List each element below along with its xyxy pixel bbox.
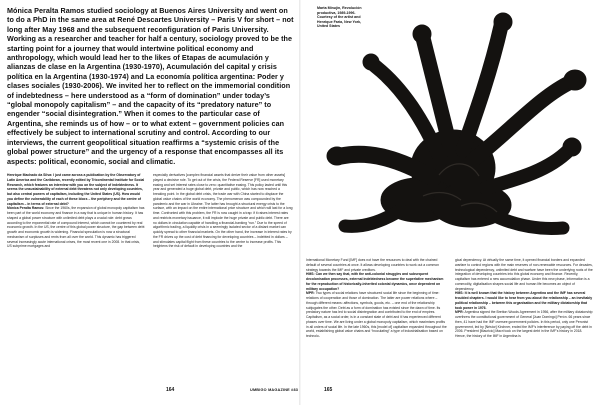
question-text: It is well known that the history between Argentina and the IMF has several troubled chapters. I would like to hear from you about the relationship – an inevitably political relationship – between this organisation and the military dictatorship that took power in 1976. bbox=[455, 291, 593, 310]
answer-text: Since the 1960s, the expansion of global monopoly capitalism has been part of the world economy and finance in a way that is unique in human history. It has shaped a global power structure with unlimited debt plays a crucial role: debt grows according to the exponential rate of compound interest, which cannot be countered by real economic growth. In the US, the centre of this global power structure, the gap between debt growth and economic growth is widening. Financial speculation is now a structural mechanism of surpluses and rents from all over the world. This dynamic has triggered several increasingly acute international crises, the most recent one in 2008. In that crisis, US subprime mortgages and bbox=[7, 206, 145, 249]
answer-continued: especially derivatives [complex financial assets that derive their value from other assets] played a decisive role. To get out of the crisis, the Federal Reserve [FR] used monetary easing and set interest rates close to zero: quantitative easing. This policy lasted until this year and generated a huge global debt, private and public, which has now reached a breaking point. In the global debt crisis, the trade war with China started to displace the global value chains of the world economy. The phenomenon was compounded by the pandemic and the war in Ukraine. The latter has brought a structural energy crisis to the surface, with an impact on the entire international price structure and which will last for a long time. Confronted with this problem, the FR is now caught in a trap: if it raises interest rates and restricts monetary issuance, it will implode the huge private and public debt. There are no dollars in circulation capable of handling a financial-banking “run.” Due to the speed of algorithmic trading, a liquidity crisis in a seemingly isolated sector of a distant market can quickly spread to other financial markets. On the other hand, the increase in interest rates by the FR drives up the cost of debt financing for developing countries – indebted in dollars – and stimulates capital flight from these countries to the centre to increase profits. This heightens the risk of default in developing countries and the bbox=[153, 173, 293, 249]
answer-continued: gical dependency. At virtually the same time, it opened financial borders and expanded warfare to control regions with the main reserves of non-renewable resources. For decades, technological dependency, unlimited debt and warfare have been the underlying roots of the integration of developing countries into this global economy and finance. Recently, capitalism has entered a new accumulation phase. Under this new phase, information is a commodity, digitalisation shapes social life and human life becomes an object of dependency. bbox=[455, 258, 593, 291]
speaker-label: Henrique Machado da Silva: bbox=[7, 173, 53, 177]
speaker-label: HMS: bbox=[455, 291, 464, 296]
speaker-label: Mónica Peralta Ramos: bbox=[7, 206, 45, 211]
question-text: Can we then say that, with the anti-colonial struggles and subsequent decolonisation processes, external indebtedness became the superlative mechanism for the reproduction of historically-inherited colonial dynamics, once dependent on military occupation? bbox=[306, 272, 444, 291]
sculpture-photo bbox=[301, 0, 600, 248]
text-column-4 bbox=[455, 258, 593, 384]
magazine-name: UMBIGO MAGAZINE #83 bbox=[250, 388, 299, 392]
image-caption: Marta Minujín, Revolución productiva, 1989-1996. Courtesy of the artist and Henrique Faria, New York, United States bbox=[317, 6, 362, 29]
answer-continued: International Monetary Fund [IMF] does not have the resources to deal with the chained default of several countries at once. It allows developing countries to work out a common strategy towards the IMF and private creditors. bbox=[306, 258, 440, 272]
page-number-left: 164 bbox=[166, 387, 175, 393]
question-paragraph bbox=[455, 291, 593, 310]
answer-text: Argentina signed the Bretton Woods Agreement in 1956, after the military dictatorship overthrew the constitutional government of General [Juan Domingo] Perón. 66 years since then, 41 have had the IMF oversee government policies. In this period, only one Peronist government, led by [Néstor] Kirchner, ended the IMF’s interference by paying off the debt in 2006. President [Mauricio] Macri took on the largest debt in the IMF’s history in 2018. Hence, the history of the IMF in Argentina is bbox=[455, 310, 593, 338]
answer-paragraph bbox=[306, 291, 448, 339]
text-column-3 bbox=[306, 258, 448, 384]
question-text: I just came across a publication by the Observatory of Latin America and the Caribbean, recently edited by Tricontinental Institute for Social Research, which features an interview with you on the subject of indebtedness. It seems the unsustainability of external debt threatens not only developing countries, but also central powers of capitalism, including the United States (US). How would you define the vulnerability of each of these blocs – the periphery and the centre of capitalism – in terms of external debt? bbox=[7, 173, 145, 206]
question-paragraph bbox=[7, 173, 145, 206]
answer-text: Two types of social relations have structured social life since the beginning of time: relations of cooperation and those of domination. The latter are power relations where – through different means: affections, symbols, goods, etc. – one end of the relationship subjugates the other. Debt as a form of domination has existed since the dawn of time. Its predatory nature has led to social disintegration and contributed to the end of empires. Capitalism, as a social order, is in a constant state of debt and it has experienced different phases over time. We are living under a global monopoly capitalism, which maximises profits in all orders of social life. In the late 1960s, this [model of] capitalism expanded throughout the world, establishing global value chains and “inoculating” a type of industrialisation based on technolo- bbox=[306, 291, 447, 338]
answer-paragraph bbox=[455, 310, 593, 339]
speaker-label: MPR: bbox=[455, 310, 464, 315]
speaker-label: MPR: bbox=[306, 291, 315, 296]
page-number-right: 165 bbox=[324, 387, 333, 393]
intro-paragraph: Mónica Peralta Ramos studied sociology at Buenos Aires University and went on to do a PhD in the same area at René Descartes University – Paris V for short – not long after May 1968 and the subsequent reconfiguration of Paris University. Working as a researcher and teacher for half a century, sociology proved to be the starting point for a journey that would intertwine political economy and anthropology, which would lead her to the likes of Etapas de acumulación y alianzas de clase en la Argentina (1930-1970), Acumulación del capital y crisis política en la Argentina (1930-1974) and La economía política argentina: Poder y clases sociales (1930-2006). We invited her to reflect on the immemorial condition of indebtedness – here understood as a “form of domination” under today’s “global monopoly capitalism” – and the capacity of its “predatory nature” to engender “social disintegration.” When it comes to the particular case of Argentina, she reminds us of how – or to what extent – government policies can effectively be subject to international scrutiny and control. According to our interviews, the current geopolitical situation reaffirms a “systemic crisis of the global power structure” and the urgency of a response that encompasses all its aspects: political, economic, social and climatic. bbox=[7, 6, 294, 166]
text-column-2 bbox=[153, 173, 293, 383]
question-paragraph bbox=[306, 272, 448, 291]
sculpture-hands-image bbox=[301, 0, 600, 248]
text-column-1 bbox=[7, 173, 145, 383]
answer-paragraph bbox=[7, 206, 145, 249]
speaker-label: HMS: bbox=[306, 272, 315, 277]
